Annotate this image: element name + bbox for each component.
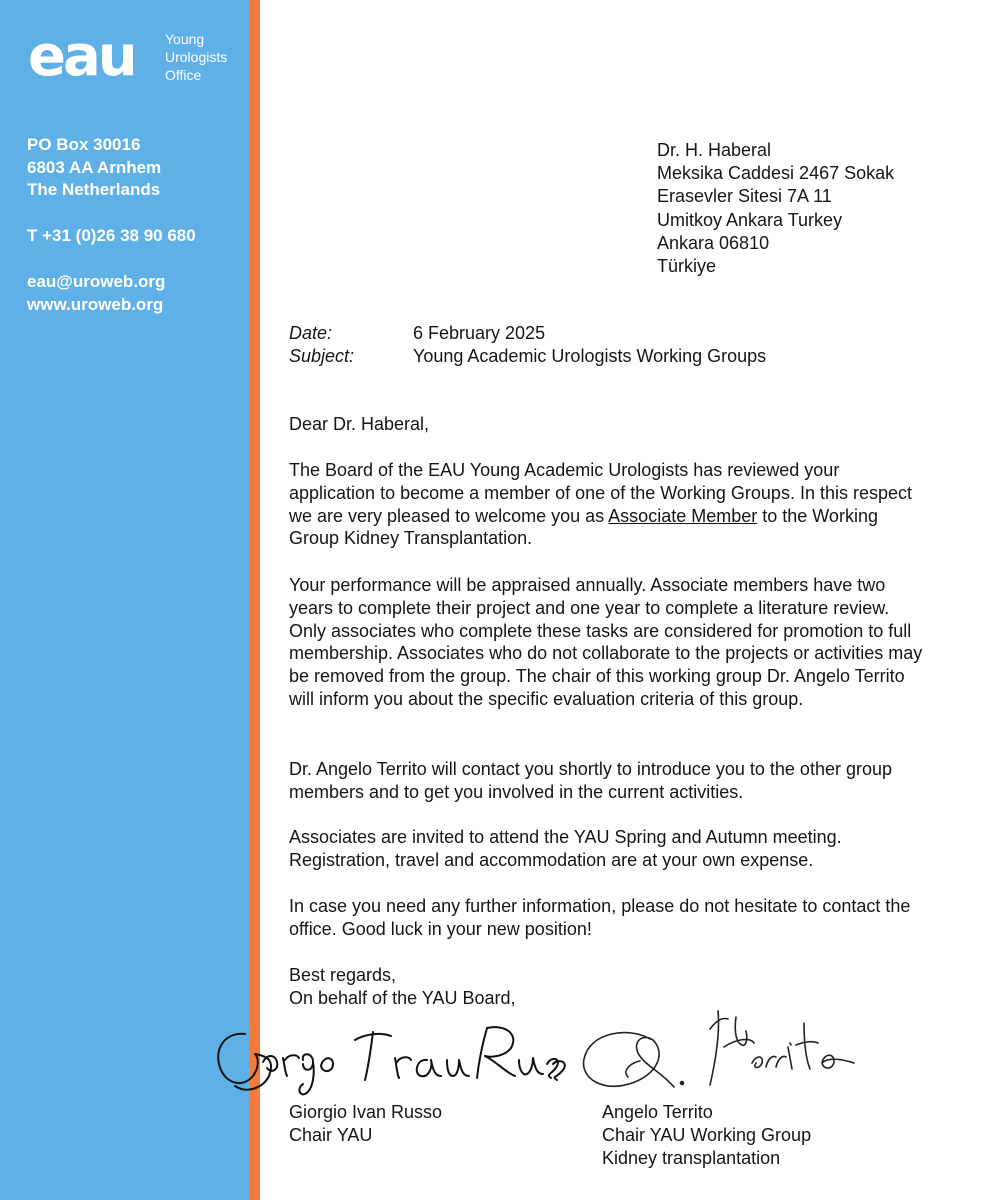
logo-caption bbox=[165, 30, 227, 84]
date-value: 6 February 2025 bbox=[413, 323, 546, 343]
logo-line-office: Office bbox=[165, 67, 202, 83]
subject-value: Young Academic Urologists Working Groups bbox=[413, 346, 767, 366]
website-link[interactable]: www.uroweb.org bbox=[27, 294, 164, 314]
paragraph-closing: In case you need any further information, please do not hesitate to contact the office. Good luck in your new position! bbox=[289, 896, 911, 939]
paragraph-welcome bbox=[289, 459, 929, 550]
recipient-line: Meksika Caddesi 2467 Sokak bbox=[657, 163, 895, 184]
phone-number: T +31 (0)26 38 90 680 bbox=[27, 226, 196, 245]
recipient-line: Umitkoy Ankara Turkey bbox=[657, 209, 843, 230]
recipient-line: Ankara 06810 bbox=[657, 232, 770, 253]
date-label: Date: bbox=[289, 323, 333, 343]
signatory-territo bbox=[602, 1101, 811, 1170]
logo-line-young: Young bbox=[165, 31, 205, 47]
signatory-title: Kidney transplantation bbox=[602, 1148, 781, 1168]
address-line: 6803 AA Arnhem bbox=[27, 157, 162, 177]
eau-logo bbox=[26, 28, 231, 86]
signature-russo bbox=[205, 1018, 570, 1100]
signature-territo bbox=[570, 1003, 860, 1103]
signatory-name: Giorgio Ivan Russo bbox=[289, 1102, 443, 1122]
paragraph-contact: Dr. Angelo Territo will contact you shortly to introduce you to the other group members and to get you involved in the current activities. bbox=[289, 759, 892, 802]
subject-label: Subject: bbox=[289, 346, 355, 366]
address-line: PO Box 30016 bbox=[27, 135, 141, 154]
closing-regards: Best regards, bbox=[289, 965, 397, 985]
paragraph-performance: Your performance will be appraised annually. Associate members have two years to complete their project and one year to complete a literature review. Only associates who complete these tasks are considered for promotion to full membership. Associates who do not collaborate to the projects or activities may be removed from the group. The chair of this working group Dr. Angelo Territo will inform you about the specific evaluation criteria of this group. bbox=[289, 575, 923, 709]
logo-line-urologists: Urologists bbox=[165, 49, 228, 65]
email-link[interactable]: eau@uroweb.org bbox=[27, 272, 166, 291]
web-contacts bbox=[27, 271, 165, 316]
signatory-name: Angelo Territo bbox=[602, 1102, 713, 1122]
paragraph-welcome-text: The Board of the EAU Young Academic Urologists has reviewed your application to become a member of one of the Working Groups. In this respect we are very pleased to welcome you as bbox=[289, 460, 912, 526]
recipient-line: Türkiye bbox=[657, 256, 717, 277]
recipient-line: Erasevler Sitesi 7A 11 bbox=[657, 186, 832, 207]
paragraph-welcome-text-end: to the Working Group Kidney Transplantation. bbox=[289, 505, 878, 549]
paragraph-meetings: Associates are invited to attend the YAU Spring and Autumn meeting. Registration, travel and accommodation are at your own expense. bbox=[289, 827, 842, 870]
associate-member-term: Associate Member bbox=[608, 505, 758, 526]
eau-logo-mark bbox=[26, 28, 154, 82]
salutation: Dear Dr. Haberal, bbox=[289, 414, 430, 434]
recipient-line: Dr. H. Haberal bbox=[657, 140, 772, 160]
address-line: The Netherlands bbox=[27, 180, 161, 199]
signatory-title: Chair YAU Working Group bbox=[602, 1125, 812, 1145]
closing-behalf: On behalf of the YAU Board, bbox=[289, 987, 516, 1008]
svg-text:eau: eau bbox=[28, 28, 135, 82]
signatory-title: Chair YAU bbox=[289, 1125, 373, 1145]
postal-address bbox=[27, 134, 161, 202]
recipient-address bbox=[657, 139, 894, 278]
signatory-russo bbox=[289, 1101, 442, 1147]
